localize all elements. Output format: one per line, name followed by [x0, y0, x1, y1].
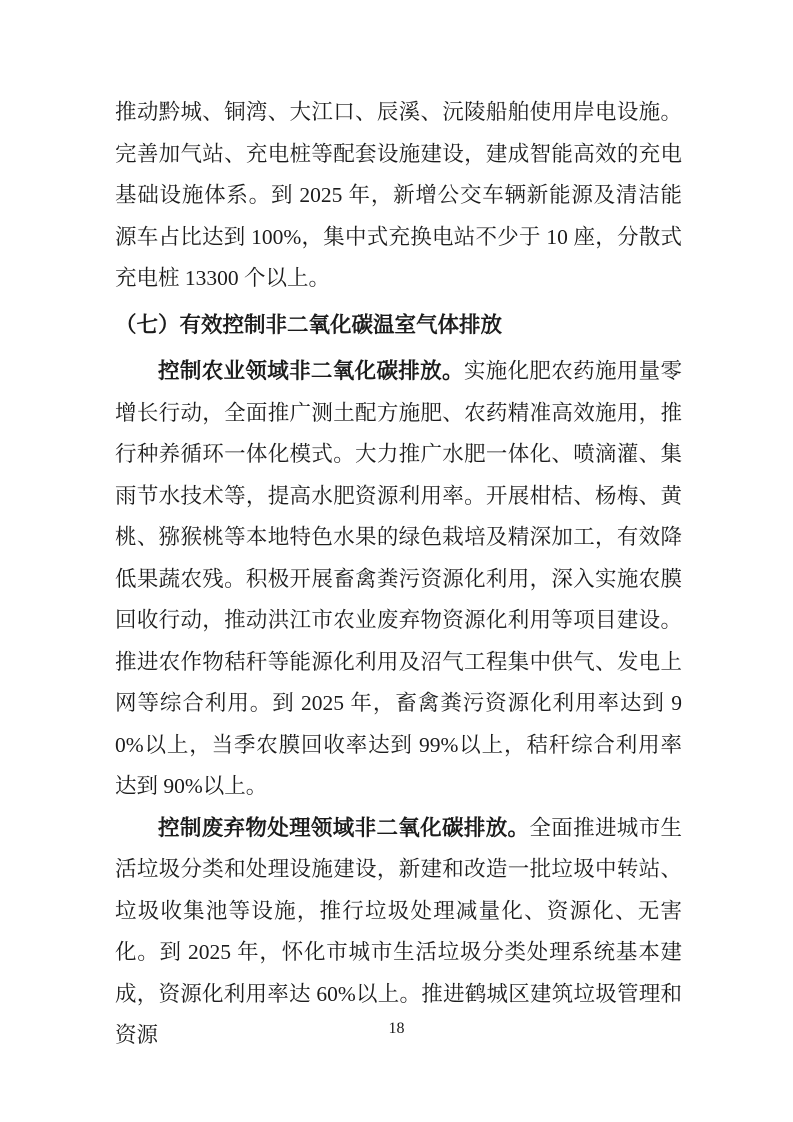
- section-heading: （七）有效控制非二氧化碳温室气体排放: [115, 312, 503, 337]
- paragraph-agriculture-body: 实施化肥农药施用量零增长行动，全面推广测土配方施肥、农药精准高效施用，推行种养循环一体化模式。大力推广水肥一体化、喷滴灌、集雨节水技术等，提高水肥资源利用率。开展柑桔、杨梅、黄桃、猕猴桃等本地特色水果的绿色栽培及精深加工，有效降低果蔬农残。积极开展畜禽粪污资源化利用，深入实施农膜回收行动，推动洪江市农业废弃物资源化利用等项目建设。推进农作物秸秆等能源化利用及沼气工程集中供气、发电上网等综合利用。到 2025 年，畜禽粪污资源化利用率达到 90%以上，当季农膜回收率达到 99%以上，秸秆综合利用率达到 90%以上。: [115, 359, 682, 798]
- paragraph-waste-lead: 控制废弃物处理领域非二氧化碳排放。: [158, 815, 530, 840]
- page-content: [115, 92, 682, 1057]
- paragraph-agriculture-lead: 控制农业领域非二氧化碳排放。: [158, 359, 464, 383]
- paragraph-agriculture: [115, 351, 682, 808]
- paragraph-continuation: 推动黔城、铜湾、大江口、辰溪、沅陵船舶使用岸电设施。完善加气站、充电桩等配套设施建设，建成智能高效的充电基础设施体系。到 2025 年，新增公交车辆新能源及清洁能源车占比达到 100%，集中式充换电站不少于 10 座，分散式充电桩 13300 个以上。: [115, 100, 682, 290]
- paragraph-waste-body: 全面推进城市生活垃圾分类和处理设施建设，新建和改造一批垃圾中转站、垃圾收集池等设施，推行垃圾处理减量化、资源化、无害化。到 2025 年，怀化市城市生活垃圾分类处理系统基本建成，资源化利用率达 60%以上。推进鹤城区建筑垃圾管理和资源: [115, 815, 682, 1047]
- page-number: 18: [388, 1020, 405, 1037]
